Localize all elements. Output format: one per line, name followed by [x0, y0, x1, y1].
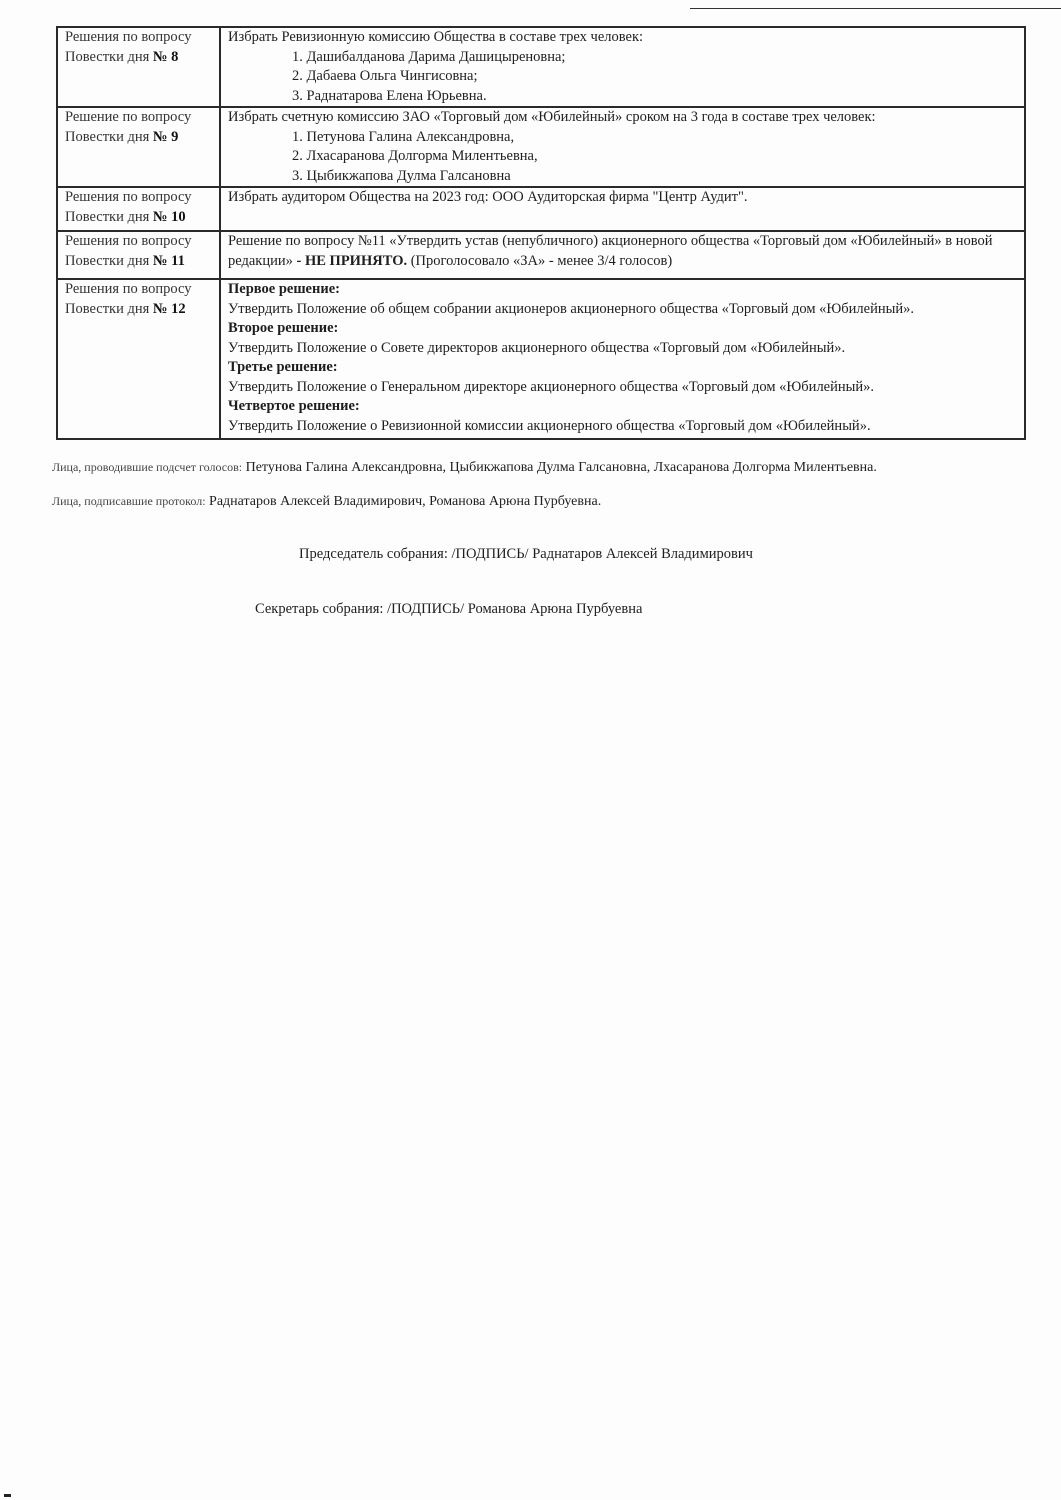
question-cell: [57, 279, 220, 439]
top-rule: [690, 8, 1061, 9]
question-cell: [57, 187, 220, 231]
question-number: № 9: [152, 128, 179, 145]
chairman-signature: Председатель собрания: /ПОДПИСЬ/ Раднатаров Алексей Владимирович: [299, 546, 753, 562]
question-cell: [57, 27, 220, 107]
question-number: № 12: [152, 300, 186, 317]
table-row: [57, 107, 1025, 187]
decision-line: Избрать счетную комиссию ЗАО «Торговый дом «Юбилейный» сроком на 3 года в составе трех человек:: [228, 109, 876, 125]
list-item: 1. Петунова Галина Александровна,: [292, 128, 515, 145]
decision-cell: [220, 231, 1025, 279]
question-label: Решения по вопросу Повестки дня: [65, 189, 192, 225]
decision-title: Третье решение:: [228, 359, 338, 375]
signers-label: Лица, подписавшие протокол:: [52, 494, 206, 508]
list-item: 2. Дабаева Ольга Чингисовна;: [292, 68, 478, 84]
decision-cell: [220, 27, 1025, 107]
decision-cell: [220, 107, 1025, 187]
decision-cell: [220, 187, 1025, 231]
decision-text: Утвердить Положение об общем собрании акционеров акционерного общества «Торговый дом «Юбилейный».: [228, 300, 915, 317]
question-cell: [57, 231, 220, 279]
question-label: Решения по вопросу Повестки дня: [65, 233, 192, 269]
question-number: № 11: [152, 252, 185, 269]
signers-line: [52, 492, 601, 512]
decision-cell: [220, 279, 1025, 439]
list-item: 1. Дашибалданова Дарима Дашицыреновна;: [292, 48, 566, 65]
list-item: 2. Лхасаранова Долгорма Милентьевна,: [292, 148, 538, 164]
decision-title: Второе решение:: [228, 320, 339, 336]
decision-text: Утвердить Положение о Совете директоров акционерного общества «Торговый дом «Юбилейный».: [228, 339, 846, 356]
vote-counters-names: Петунова Галина Александровна, Цыбикжапова Дулма Галсановна, Лхасаранова Долгорма Милентьевна.: [245, 460, 877, 475]
vote-counters-line: [52, 458, 877, 478]
decision-result: - НЕ ПРИНЯТО.: [292, 252, 408, 269]
question-label: Решения по вопросу Повестки дня: [65, 29, 192, 65]
list-item: 3. Цыбикжапова Дулма Галсановна: [292, 167, 511, 184]
decisions-table: [56, 26, 1026, 440]
decision-title: Первое решение:: [228, 281, 340, 297]
question-number: № 10: [152, 208, 186, 225]
table-row: [57, 279, 1025, 439]
question-label: Решения по вопросу Повестки дня: [65, 281, 192, 317]
question-cell: [57, 107, 220, 187]
decision-line: Избрать аудитором Общества на 2023 год: ООО Аудиторская фирма "Центр Аудит".: [228, 189, 748, 205]
decision-text: Утвердить Положение о Генеральном директоре акционерного общества «Торговый дом «Юбилейный».: [228, 378, 875, 395]
decision-line: Избрать Ревизионную комиссию Общества в составе трех человек:: [228, 29, 644, 45]
table-row: [57, 187, 1025, 231]
table-row: [57, 27, 1025, 107]
decision-text: Решение по вопросу №11 «Утвердить устав (непубличного) акционерного общества «Торговый дом «Юбилейный» в новой редакции»: [228, 233, 993, 269]
vote-counters-label: Лица, проводившие подсчет голосов:: [52, 460, 243, 474]
decision-vote-note: (Проголосовало «ЗА» - менее 3/4 голосов): [407, 252, 673, 269]
table-row: [57, 231, 1025, 279]
secretary-signature: Секретарь собрания: /ПОДПИСЬ/ Романова Арюна Пурбуевна: [255, 601, 643, 617]
question-label: Решение по вопросу Повестки дня: [65, 109, 192, 145]
decision-title: Четвертое решение:: [228, 398, 360, 414]
scan-mark: [4, 1494, 11, 1497]
list-item: 3. Раднатарова Елена Юрьевна.: [292, 87, 487, 104]
decision-text: Утвердить Положение о Ревизионной комиссии акционерного общества «Торговый дом «Юбилейный».: [228, 417, 871, 434]
signers-names: Раднатаров Алексей Владимирович, Романова Арюна Пурбуевна.: [209, 494, 602, 509]
question-number: № 8: [152, 48, 179, 65]
